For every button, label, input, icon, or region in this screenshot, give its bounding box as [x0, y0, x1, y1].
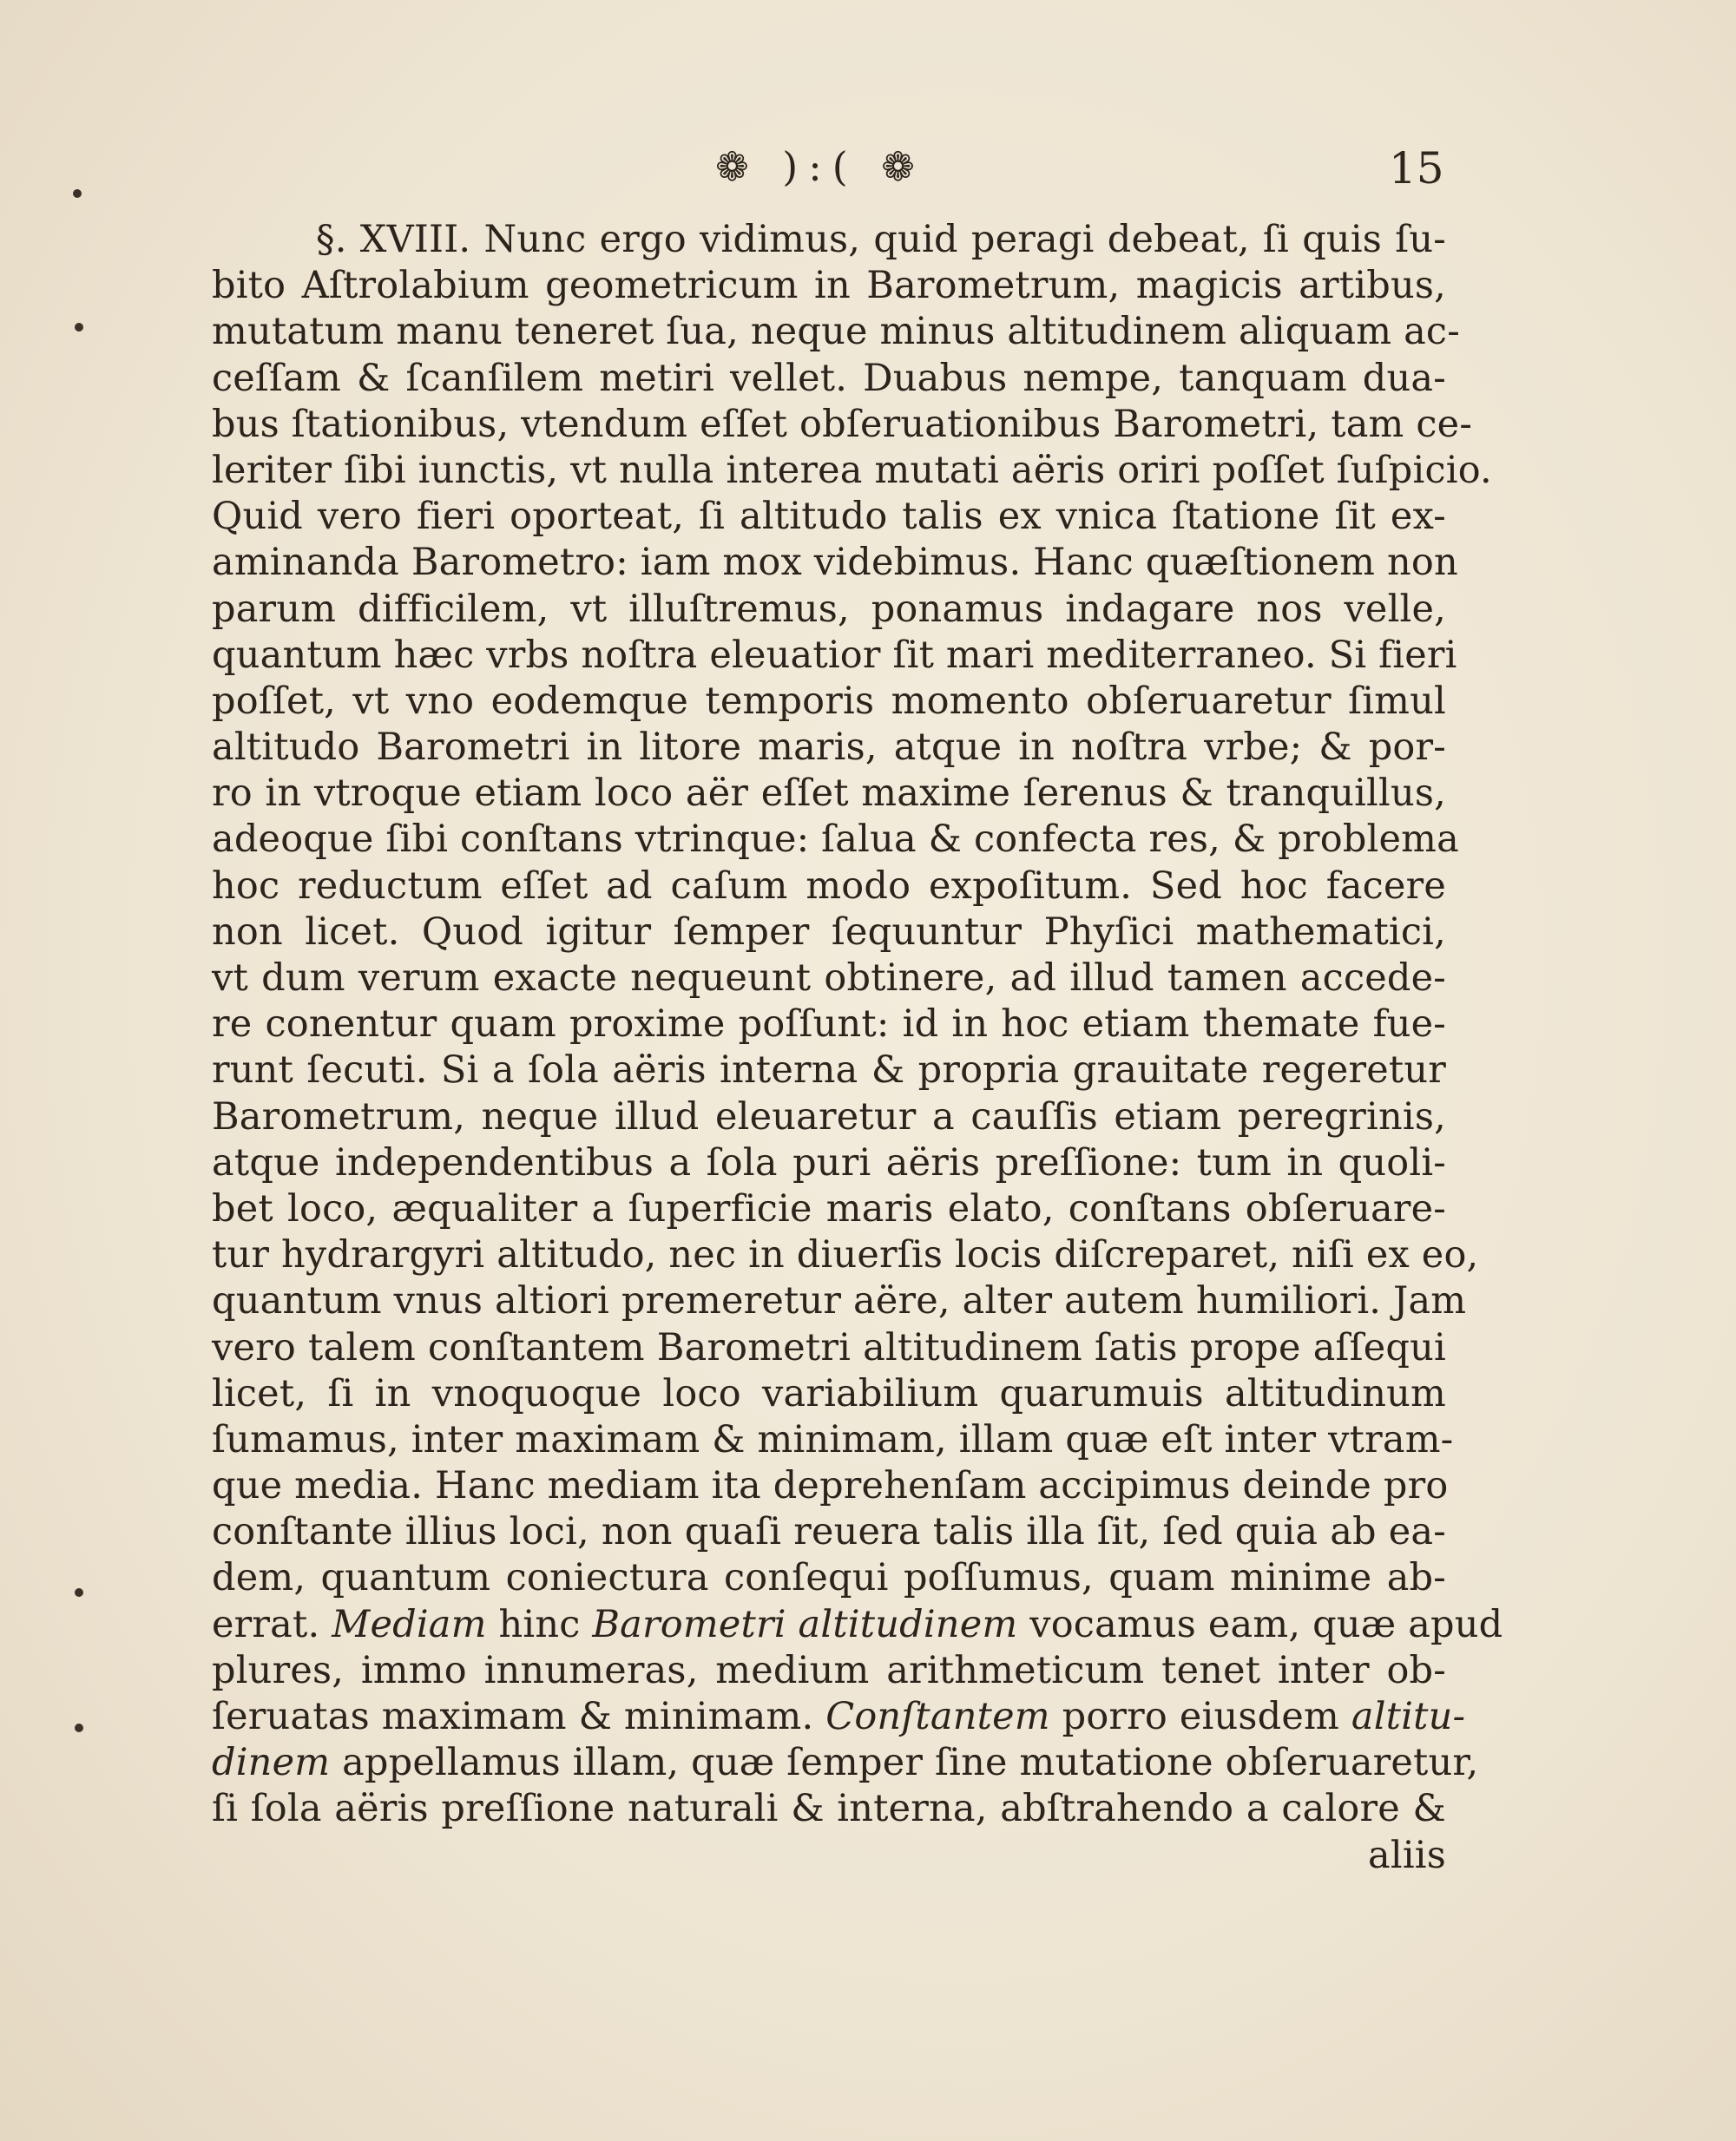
- text-line: runt ſecuti. Si a ſola aëris interna & propria grauitate regeretur: [212, 1048, 1446, 1093]
- text-line: §. XVIII. Nunc ergo vidimus, quid peragi debeat, ſi quis ſu-: [316, 218, 1446, 261]
- text-line: quantum hæc vrbs noſtra eleuatior ſit mari mediterraneo. Si fieri: [212, 633, 1457, 677]
- text-line: ceſſam & ſcanſilem metiri vellet. Duabus nempe, tanquam dua-: [212, 356, 1446, 400]
- catchword: aliis: [1368, 1833, 1446, 1877]
- text-line: aminanda Barometro: iam mox videbimus. Hanc quæſtionem non: [212, 541, 1458, 585]
- text-line: atque independentibus a ſola puri aëris preſſione: tum in quoli-: [212, 1140, 1446, 1185]
- text-line: non licet. Quod igitur ſemper ſequuntur Phyſici mathematici,: [212, 910, 1446, 954]
- text-line: adeoque ſibi conſtans vtrinque: ſalua & confecta res, & problema: [212, 818, 1459, 862]
- text-segment: porro eiusdem: [1062, 1695, 1339, 1738]
- text-line: dem, quantum coniectura conſequi poſſumus, quam minime ab-: [212, 1556, 1446, 1600]
- text-segment: appellamus illam, quæ ſemper ſine mutatione obſeruaretur,: [342, 1741, 1479, 1785]
- text-line: conſtante illius loci, non quaſi reuera talis illa ſit, ſed quia ab ea-: [212, 1510, 1446, 1554]
- text-line: vero talem conſtantem Barometri altitudinem ſatis prope aſſequi: [212, 1325, 1446, 1369]
- margin-dot: [75, 323, 83, 332]
- italic-term: altitu-: [1351, 1695, 1466, 1738]
- text-line: quantum vnus altiori premeretur aëre, alter autem humiliori. Jam: [212, 1279, 1467, 1323]
- text-line: parum difficilem, vt illuſtremus, ponamus indagare nos velle,: [212, 587, 1446, 631]
- text-segment: ſeruatas maximam & minimam.: [212, 1695, 814, 1738]
- running-header: [0, 143, 1736, 195]
- body-text: [212, 217, 1503, 1879]
- text-line: poſſet, vt vno eodemque temporis momento obſeruaretur ſimul: [212, 679, 1446, 723]
- text-segment: errat.: [212, 1602, 320, 1646]
- text-line: vt dum verum exacte nequeunt obtinere, ad illud tamen accede-: [212, 956, 1446, 1000]
- text-line: que media. Hanc mediam ita deprehenſam accipimus deinde pro: [212, 1464, 1449, 1508]
- text-line: hoc reductum eſſet ad caſum modo expoſitum. Sed hoc facere: [212, 864, 1446, 908]
- text-line: licet, ſi in vnoquoque loco variabilium quarumuis altitudinum: [212, 1371, 1446, 1415]
- text-line: Quid vero fieri oporteat, ſi altitudo talis ex vnica ſtatione ſit ex-: [212, 495, 1446, 539]
- text-line: ſumamus, inter maximam & minimam, illam quæ eſt inter vtram-: [212, 1417, 1454, 1461]
- margin-dot: [75, 1588, 83, 1597]
- text-line: [212, 1602, 1503, 1648]
- text-line: [212, 1740, 1479, 1786]
- text-line: re conentur quam proxime poſſunt: id in hoc etiam themate fue-: [212, 1002, 1446, 1047]
- page-number: 15: [1389, 143, 1444, 194]
- text-line: [212, 1694, 1466, 1740]
- text-line: altitudo Barometri in litore maris, atque in noſtra vrbe; & por-: [212, 726, 1446, 770]
- text-segment: hinc: [498, 1602, 581, 1646]
- text-segment: vocamus eam, quæ apud: [1029, 1602, 1503, 1646]
- text-line: plures, immo innumeras, medium arithmeticum tenet inter ob-: [212, 1648, 1446, 1692]
- text-line: Barometrum, neque illud eleuaretur a cauſſis etiam peregrinis,: [212, 1094, 1446, 1139]
- italic-term: Mediam: [332, 1602, 487, 1646]
- text-line: ſi ſola aëris preſſione naturali & interna, abſtrahendo a calore &: [212, 1787, 1446, 1831]
- text-line: bus ſtationibus, vtendum eſſet obſeruationibus Barometri, tam ce-: [212, 402, 1473, 446]
- text-line: ro in vtroque etiam loco aër eſſet maxime ſerenus & tranquillus,: [212, 772, 1446, 816]
- italic-term: dinem: [212, 1741, 331, 1785]
- margin-dot: [75, 1724, 83, 1732]
- text-line: tur hydrargyri altitudo, nec in diuerſis locis diſcreparet, niſi ex eo,: [212, 1233, 1479, 1277]
- text-line: bito Aſtrolabium geometricum in Barometrum, magicis artibus,: [212, 264, 1446, 308]
- text-line: mutatum manu teneret ſua, neque minus altitudinem aliquam ac-: [212, 310, 1460, 354]
- italic-term: Barometri altitudinem: [592, 1602, 1018, 1646]
- header-ornament: ❁ ):( ❁: [715, 143, 925, 190]
- italic-term: Conſtantem: [825, 1695, 1050, 1738]
- text-line: leriter ſibi iunctis, vt nulla interea mutati aëris oriri poſſet ſuſpicio.: [212, 448, 1492, 492]
- text-line: bet loco, æqualiter a ſuperficie maris elato, conſtans obſeruare-: [212, 1186, 1446, 1231]
- margin-dot: [73, 189, 82, 198]
